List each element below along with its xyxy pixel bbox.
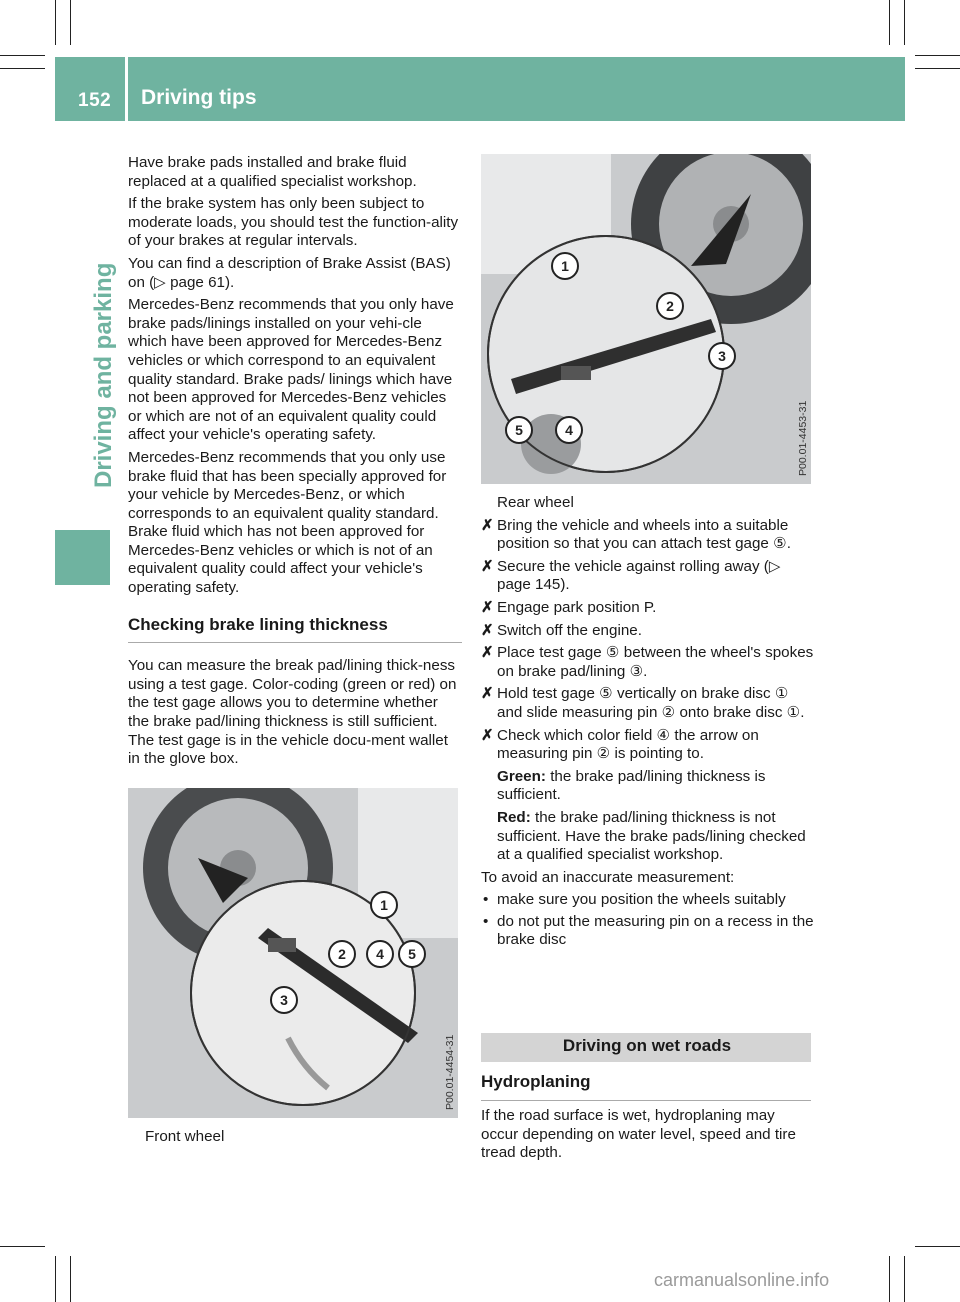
avoid-intro: To avoid an inaccurate measurement: bbox=[481, 868, 735, 886]
crop-mark bbox=[0, 68, 45, 69]
list-item bbox=[481, 913, 815, 950]
instruction-step bbox=[481, 599, 815, 618]
crop-mark bbox=[904, 0, 905, 45]
red-label: Red: bbox=[497, 808, 531, 826]
paragraph: If the brake system has only been subject to moderate loads, you should test the function-ality of your brakes at regular intervals. bbox=[128, 195, 459, 250]
crop-mark bbox=[70, 1256, 71, 1302]
step-text: Hold test gage ⑤ vertically on brake disc ① and slide measuring pin ② onto brake disc ①. bbox=[497, 685, 805, 721]
watermark: carmanualsonline.info bbox=[654, 1270, 830, 1290]
step-arrow-icon: ✗ bbox=[481, 598, 494, 616]
left-column bbox=[128, 154, 462, 773]
chapter-tab-block bbox=[55, 530, 110, 585]
green-label: Green: bbox=[497, 767, 546, 785]
crop-mark bbox=[889, 1256, 890, 1302]
callout-5: 5 bbox=[505, 416, 533, 444]
figure-ref: P00.01-4454-31 bbox=[444, 1034, 456, 1110]
bullet-icon: • bbox=[483, 891, 489, 909]
right-column bbox=[481, 494, 815, 953]
step-arrow-icon: ✗ bbox=[481, 621, 494, 639]
result-red bbox=[481, 809, 815, 865]
step-text: Bring the vehicle and wheels into a suitable position so that you can attach test gage ⑤. bbox=[497, 516, 791, 553]
instruction-step bbox=[481, 644, 815, 681]
callout-1: 1 bbox=[551, 252, 579, 280]
paragraph: You can measure the break pad/lining thick-ness using a test gage. Color-coding (green or red) on the test gage allows you to determine whether the brake pad/lining thickness is still sufficient. The test gage is in the vehicle docu-ment wallet in the glove box. bbox=[128, 657, 457, 768]
bullet-icon: • bbox=[483, 912, 489, 930]
crop-mark bbox=[889, 0, 890, 45]
rear-wheel-figure bbox=[481, 154, 811, 484]
result-green bbox=[481, 768, 815, 805]
paragraph: You can find a description of Brake Assist (BAS) on (▷ page 61). bbox=[128, 254, 451, 291]
crop-mark bbox=[55, 1256, 56, 1302]
figure-caption: Front wheel bbox=[145, 1128, 225, 1145]
instruction-step bbox=[481, 727, 815, 764]
callout-3: 3 bbox=[270, 986, 298, 1014]
crop-mark bbox=[915, 55, 960, 56]
page-number: 152 bbox=[78, 90, 112, 111]
header-separator bbox=[125, 57, 128, 121]
paragraph: Have brake pads installed and brake fluid replaced at a qualified specialist workshop. bbox=[128, 154, 417, 190]
instruction-step bbox=[481, 517, 815, 554]
step-arrow-icon: ✗ bbox=[481, 726, 494, 744]
step-text: Engage park position P. bbox=[497, 598, 657, 616]
paragraph: If the road surface is wet, hydroplaning may occur depending on water level, speed and tire tread depth. bbox=[481, 1107, 796, 1162]
step-arrow-icon: ✗ bbox=[481, 685, 494, 703]
step-arrow-icon: ✗ bbox=[481, 516, 494, 534]
step-arrow-icon: ✗ bbox=[481, 644, 494, 662]
crop-mark bbox=[70, 0, 71, 45]
step-text: Check which color field ④ the arrow on measuring pin ② is pointing to. bbox=[497, 726, 759, 763]
bullet-text: make sure you position the wheels suitably bbox=[497, 891, 786, 909]
crop-mark bbox=[915, 1246, 960, 1247]
callout-5: 5 bbox=[398, 940, 426, 968]
instruction-step bbox=[481, 622, 815, 641]
bullet-text: do not put the measuring pin on a recess in the brake disc bbox=[497, 912, 814, 949]
callout-2: 2 bbox=[328, 940, 356, 968]
section-band-title: Driving on wet roads bbox=[562, 1036, 732, 1055]
paragraph: Mercedes-Benz recommends that you only use brake fluid that has been specially approved for your vehicle by Mercedes-Benz, or which corresponds to an equivalent quality standard. Brake fluid which has not been approved for Mercedes-Benz vehicles or which is not of an equivalent quality could affect your vehicle's operating safety. bbox=[128, 448, 447, 597]
paragraph: Mercedes-Benz recommends that you only have brake pads/linings installed on your vehi-cle which have been approved for Mercedes-Benz vehicles or which correspond to an equivalent quality standard. Brake pads/ linings which have not been approved for Mercedes-Benz vehicles or which are not of an equivalent quality could affect your vehicle's operating safety. bbox=[128, 296, 454, 444]
callout-4: 4 bbox=[555, 416, 583, 444]
crop-mark bbox=[904, 1256, 905, 1302]
step-text: Secure the vehicle against rolling away (▷ page 145). bbox=[497, 557, 781, 594]
crop-mark bbox=[0, 1246, 45, 1247]
callout-2: 2 bbox=[656, 292, 684, 320]
red-text: the brake pad/lining thickness is not sufficient. Have the brake pads/lining checked at a qualified specialist workshop. bbox=[497, 808, 806, 864]
list-item bbox=[481, 891, 815, 910]
callout-4: 4 bbox=[366, 940, 394, 968]
chapter-tab-label: Driving and parking bbox=[90, 262, 117, 488]
crop-mark bbox=[55, 0, 56, 45]
callout-1: 1 bbox=[370, 891, 398, 919]
heading-hydroplaning: Hydroplaning bbox=[481, 1072, 811, 1101]
section-title: Driving tips bbox=[141, 86, 257, 109]
step-text: Switch off the engine. bbox=[497, 621, 642, 639]
front-wheel-figure bbox=[128, 788, 458, 1118]
instruction-step bbox=[481, 558, 815, 595]
crop-mark bbox=[0, 55, 45, 56]
crop-mark bbox=[915, 68, 960, 69]
figure-caption: Rear wheel bbox=[497, 494, 574, 511]
callout-3: 3 bbox=[708, 342, 736, 370]
heading-brake-lining: Checking brake lining thickness bbox=[128, 616, 462, 644]
green-text: the brake pad/lining thickness is sufficient. bbox=[497, 767, 766, 804]
figure-ref: P00.01-4453-31 bbox=[797, 400, 809, 476]
step-arrow-icon: ✗ bbox=[481, 557, 494, 575]
step-text: Place test gage ⑤ between the wheel's spokes on brake pad/lining ③. bbox=[497, 644, 814, 680]
instruction-step bbox=[481, 685, 815, 722]
